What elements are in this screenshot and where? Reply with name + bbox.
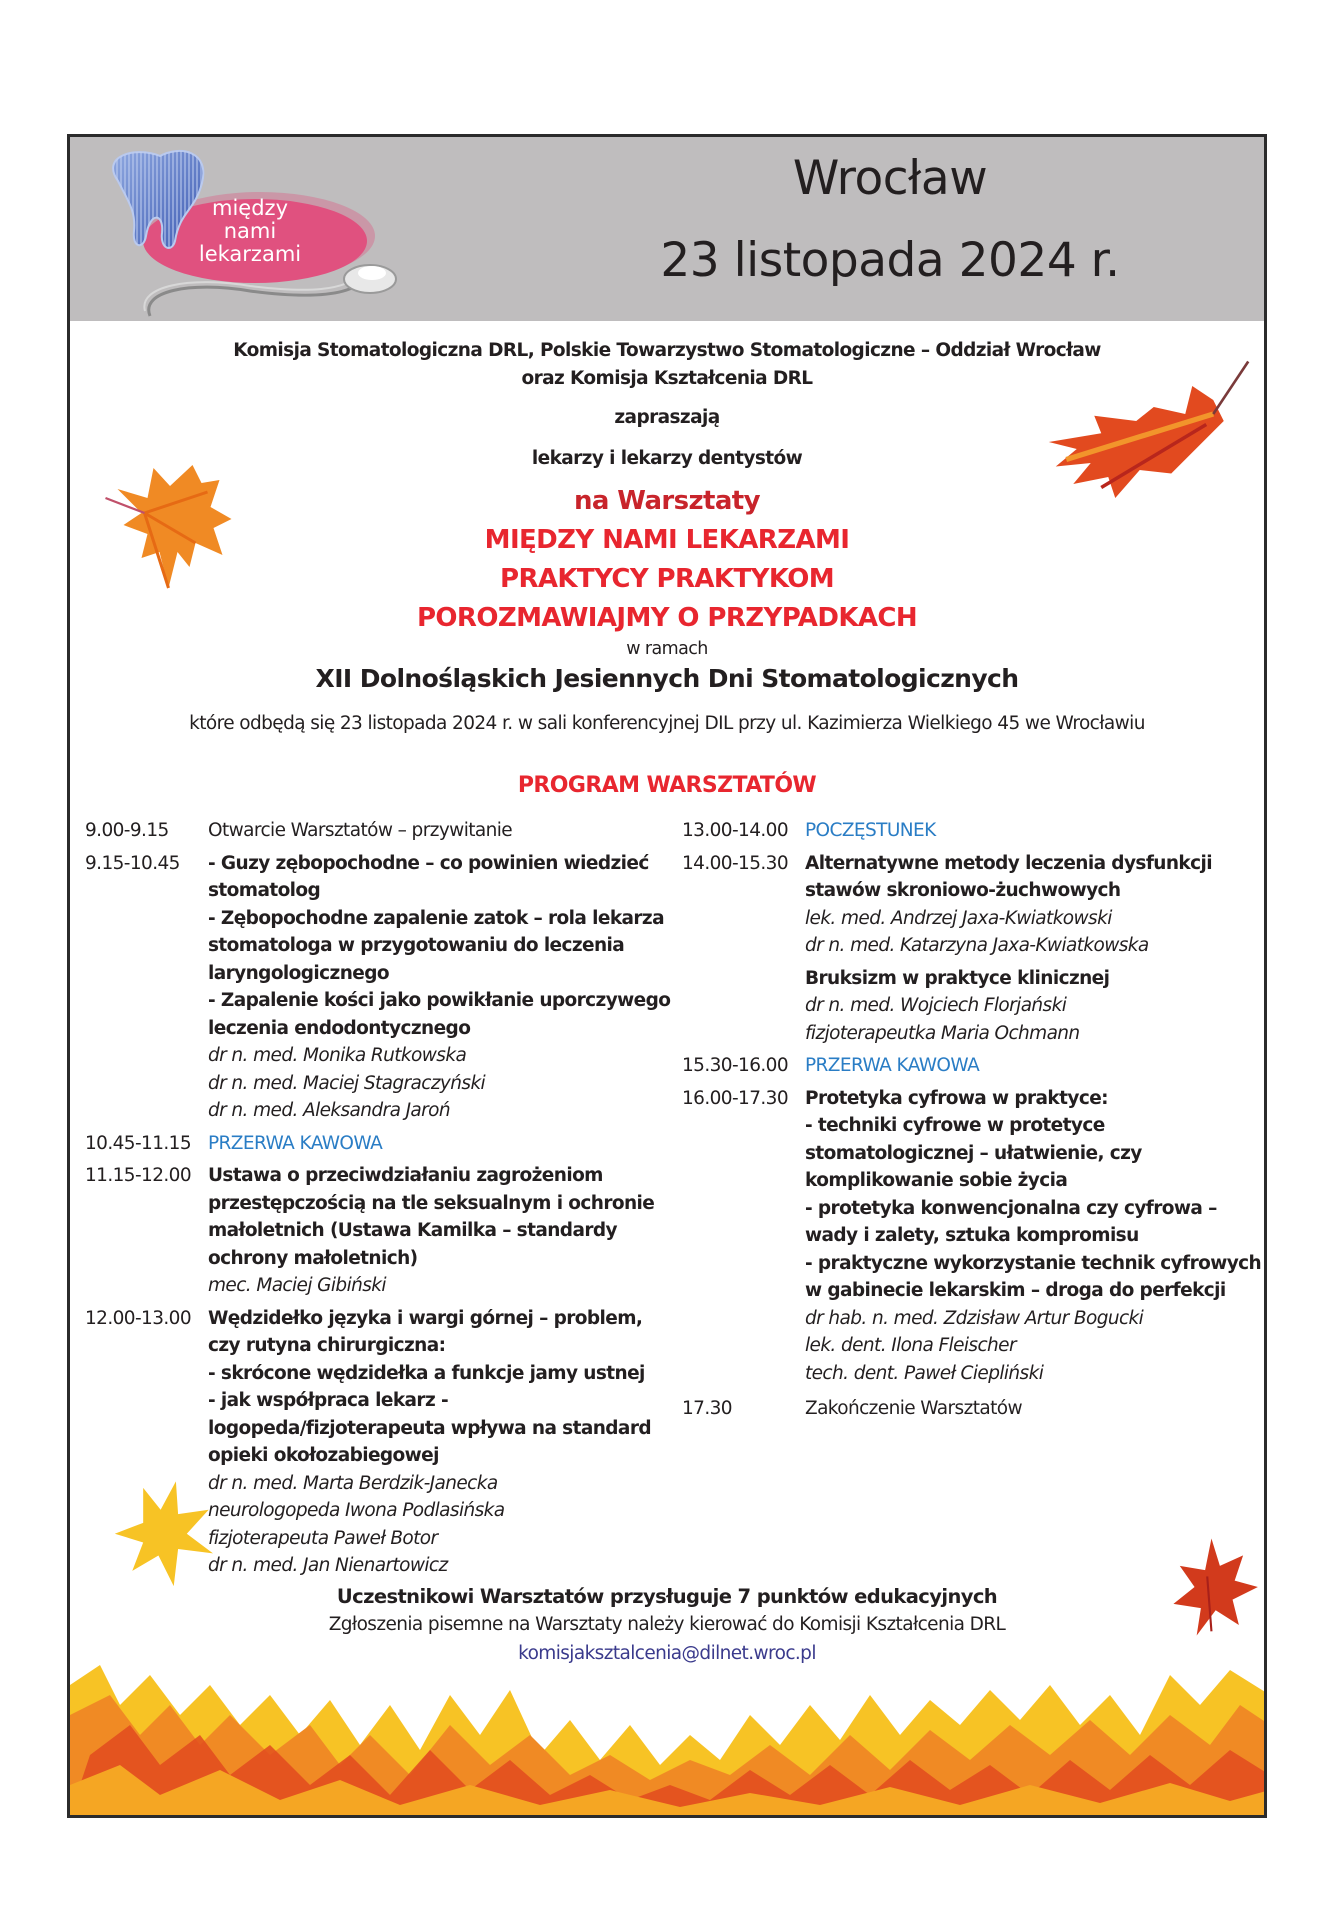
speaker: lek. med. Andrzej Jaxa-Kwiatkowski: [805, 907, 1112, 929]
program-row: [682, 1085, 1262, 1388]
session-time: 9.00-9.15: [85, 820, 169, 841]
program-row: [85, 1305, 675, 1580]
session-time: 12.00-13.00: [85, 1307, 191, 1329]
speaker: dr n. med. Marta Berdzik-Janecka: [208, 1472, 498, 1494]
speaker: dr n. med. Maciej Stagraczyński: [208, 1072, 486, 1094]
registration-info: Zgłoszenia pisemne na Warsztaty należy kierować do Komisji Kształcenia DRL: [328, 1614, 1006, 1635]
speaker: dr n. med. Jan Nienartowicz: [208, 1555, 448, 1576]
flyer: [67, 134, 1267, 1818]
organizers-line-1: Komisja Stomatologiczna DRL, Polskie Towarzystwo Stomatologiczne – Oddział Wrocław: [233, 340, 1101, 361]
session-time: 9.15-10.45: [85, 852, 180, 874]
session-time: 17.30: [682, 1398, 732, 1419]
session-topic: Wędzidełko języka i wargi górnej – problem, czy rutyna chirurgiczna:: [208, 1307, 643, 1356]
program-row: [682, 1395, 1262, 1423]
speaker: fizjoterapeuta Paweł Botor: [208, 1527, 438, 1549]
event-city: Wrocław: [792, 151, 988, 206]
session-topic: - Guzy zębopochodne – co powinien wiedzieć stomatolog: [208, 852, 649, 901]
session-topic: Ustawa o przeciwdziałaniu zagrożeniom przestępczością na tle seksualnym i ochronie małoletnich (Ustawa Kamilka – standardy ochrony małoletnich): [208, 1165, 655, 1269]
workshop-title-line-3: POROZMAWIAJMY O PRZYPADKACH: [416, 603, 918, 633]
program-row: [682, 817, 1262, 845]
session-text: Otwarcie Warsztatów – przywitanie: [208, 820, 513, 841]
svg-text:lekarzami: lekarzami: [198, 242, 302, 266]
speaker: dr hab. n. med. Zdzisław Artur Bogucki: [805, 1307, 1144, 1329]
audience-text: lekarzy i lekarzy dentystów: [531, 448, 803, 469]
session-topic: - jak współpraca lekarz - logopeda/fizjoterapeuta wpływa na standard opieki okołozabiegowej: [208, 1390, 651, 1466]
refreshments: POCZĘSTUNEK: [805, 820, 936, 841]
session-topic: - techniki cyfrowe w protetyce stomatologicznej – ułatwienie, czy komplikowanie sobie życia: [805, 1115, 1142, 1191]
invite-text: zapraszają: [614, 407, 720, 428]
speaker: dr n. med. Wojciech Florjański: [805, 995, 1067, 1016]
header-band: [70, 137, 1264, 321]
session-time: 15.30-16.00: [682, 1055, 788, 1076]
tooth-logo-icon: [80, 141, 400, 317]
session-time: 14.00-15.30: [682, 852, 788, 874]
workshop-title-line-2: PRAKTYCY PRAKTYKOM: [499, 564, 834, 594]
session-topic: - skrócone wędzidełka a funkcje jamy ustnej: [208, 1362, 645, 1384]
organizers: [70, 337, 1264, 393]
session-time: 13.00-14.00: [682, 820, 788, 841]
speaker: lek. dent. Ilona Fleischer: [805, 1335, 1016, 1356]
session-topic: - protetyka konwencjonalna czy cyfrowa – wady i zalety, sztuka kompromisu: [805, 1197, 1217, 1246]
workshop-title-line-1: MIĘDZY NAMI LEKARZAMI: [484, 525, 850, 555]
education-points: Uczestnikowi Warsztatów przysługuje 7 punktów edukacyjnych: [336, 1585, 998, 1608]
program-row: [682, 850, 1262, 1048]
coffee-break: PRZERWA KAWOWA: [805, 1055, 980, 1076]
series-title: XII Dolnośląskich Jesiennych Dni Stomatologicznych: [315, 664, 1019, 693]
venue-text: które odbędą się 23 listopada 2024 r. w sali konferencyjnej DIL przy ul. Kazimierza Wielkiego 45 we Wrocławiu: [189, 713, 1145, 734]
session-topic: - Zębopochodne zapalenie zatok – rola lekarza stomatologa w przygotowaniu do leczenia laryngologicznego: [208, 907, 664, 984]
session-time: 11.15-12.00: [85, 1165, 191, 1186]
speaker: mec. Maciej Gibiński: [208, 1275, 386, 1296]
speaker: tech. dent. Paweł Ciepliński: [805, 1362, 1044, 1384]
session-time: 10.45-11.15: [85, 1132, 191, 1154]
program-row: [85, 1162, 675, 1300]
speaker: dr n. med. Katarzyna Jaxa-Kwiatkowska: [805, 935, 1149, 956]
speaker: dr n. med. Aleksandra Jaroń: [208, 1100, 451, 1121]
program-right-column: [682, 817, 1262, 1428]
coffee-break: PRZERWA KAWOWA: [208, 1132, 383, 1154]
program-row: [85, 1130, 675, 1158]
speaker: fizjoterapeutka Maria Ochmann: [805, 1022, 1080, 1044]
contact-email-link[interactable]: komisjaksztalcenia@dilnet.wroc.pl: [518, 1643, 816, 1664]
workshop-prefix: na Warsztaty: [574, 486, 760, 516]
program-row: [682, 1052, 1262, 1080]
session-text: Zakończenie Warsztatów: [805, 1398, 1022, 1419]
svg-text:nami: nami: [223, 219, 277, 243]
program-row: [85, 817, 675, 845]
event-date: 23 listopada 2024 r.: [660, 233, 1120, 288]
session-topic: - Zapalenie kości jako powikłanie uporczywego leczenia endodontycznego: [208, 990, 671, 1039]
session-time: 16.00-17.30: [682, 1087, 788, 1109]
in-frame-text: w ramach: [626, 639, 708, 659]
session-topic: Alternatywne metody leczenia dysfunkcji stawów skroniowo-żuchwowych: [805, 852, 1212, 901]
session-topic: - praktyczne wykorzystanie technik cyfrowych w gabinecie lekarskim – droga do perfekcji: [805, 1252, 1262, 1301]
speaker: dr n. med. Monika Rutkowska: [208, 1045, 467, 1066]
session-topic: Protetyka cyfrowa w praktyce:: [805, 1087, 1108, 1109]
session-topic: Bruksizm w praktyce klinicznej: [805, 967, 1110, 989]
organizers-line-2: oraz Komisja Kształcenia DRL: [521, 368, 813, 389]
program-title: PROGRAM WARSZTATÓW: [517, 773, 817, 798]
program-row: [85, 850, 675, 1125]
svg-text:między: między: [212, 196, 288, 220]
program-left-column: [85, 817, 675, 1585]
autumn-leaves-border-icon: [70, 1665, 1264, 1815]
speaker: neurologopeda Iwona Podlasińska: [208, 1500, 505, 1521]
